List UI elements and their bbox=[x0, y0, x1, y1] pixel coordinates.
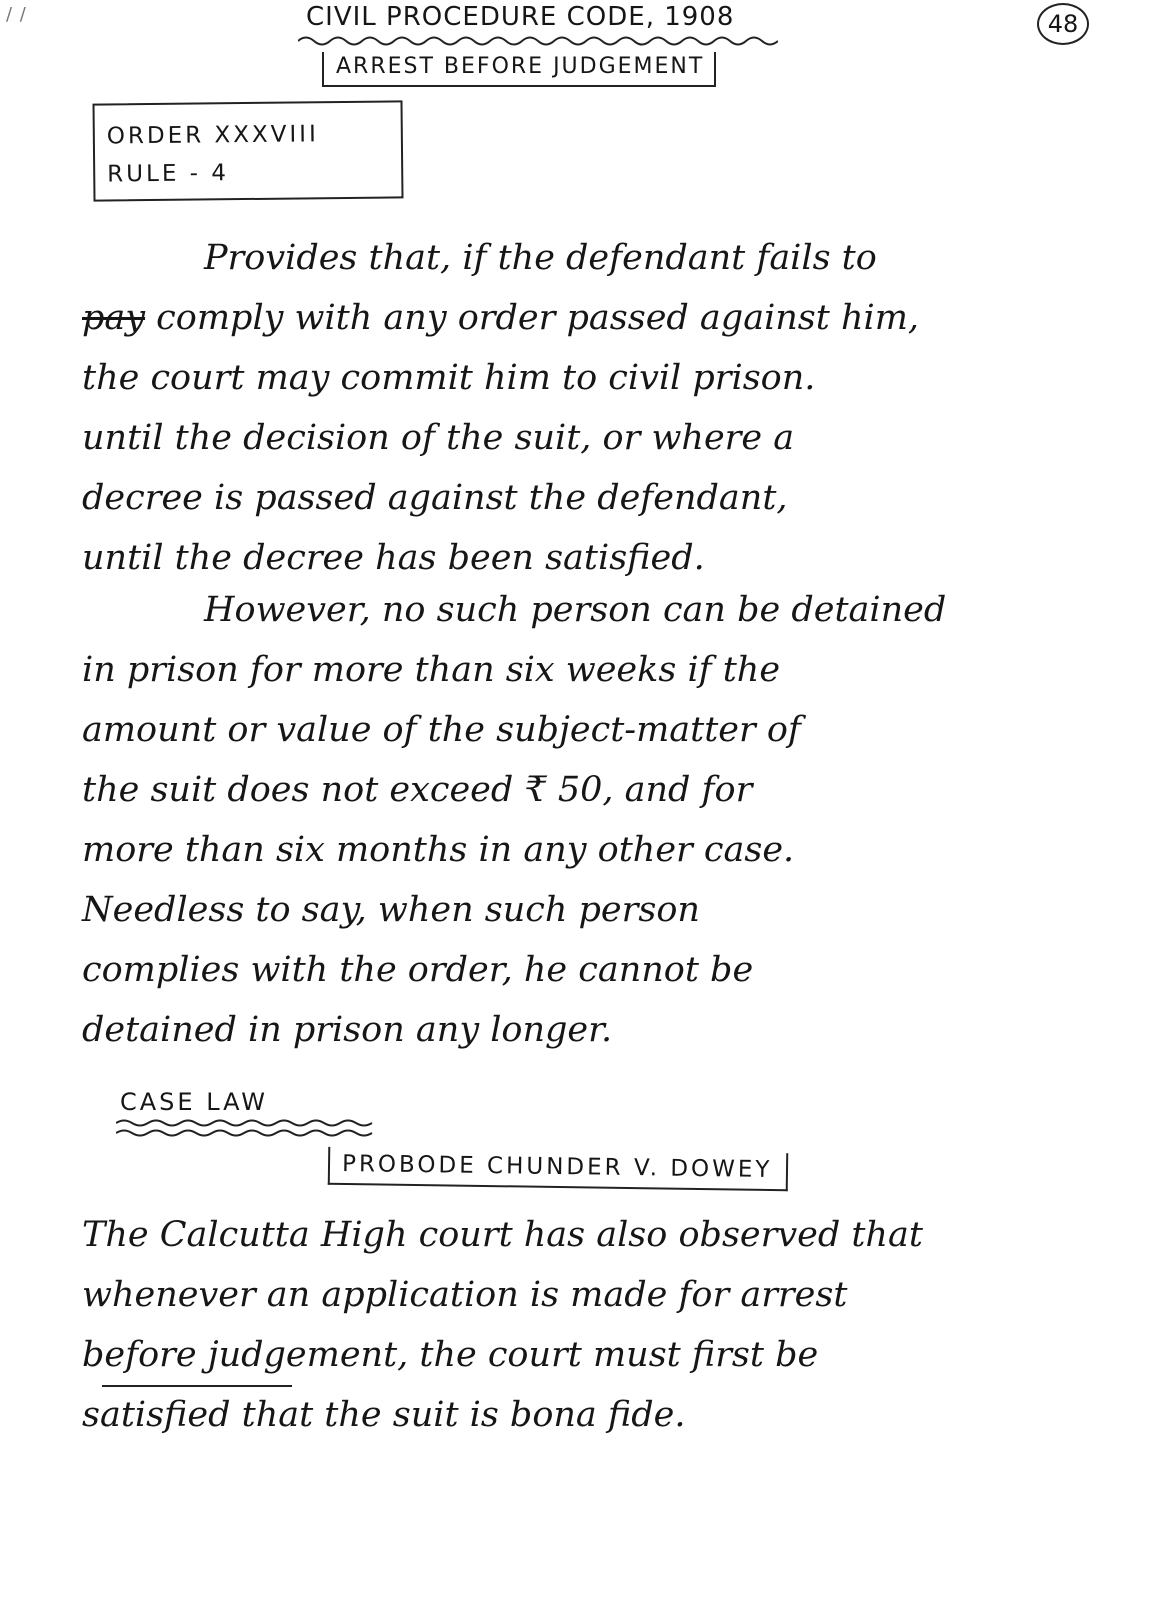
case-name: PROBODE CHUNDER V. DOWEY bbox=[341, 1150, 773, 1183]
text-line: Provides that, if the defendant fails to bbox=[204, 238, 877, 278]
struck-word: pay bbox=[82, 298, 146, 338]
text-line: detained in prison any longer. bbox=[82, 1010, 613, 1050]
pen-underline-mark bbox=[102, 1385, 292, 1387]
text-line: until the decree has been satisfied. bbox=[82, 538, 705, 578]
order-rule-box bbox=[92, 100, 403, 201]
subtitle-text: ARREST BEFORE JUDGEMENT bbox=[336, 54, 705, 79]
text-line: The Calcutta High court has also observed that bbox=[82, 1215, 923, 1255]
rule-number: RULE - 4 bbox=[107, 160, 230, 188]
text-fragment: comply with any order passed against him, bbox=[145, 298, 920, 338]
text-line: the suit does not exceed ₹ 50, and for bbox=[82, 770, 753, 810]
text-line: decree is passed against the defendant, bbox=[82, 478, 788, 518]
text-line: satisfied that the suit is bona fide. bbox=[82, 1395, 686, 1435]
text-line: whenever an application is made for arrest bbox=[82, 1275, 848, 1315]
text-line: the court may commit him to civil prison. bbox=[82, 358, 816, 398]
title-wavy-underline bbox=[298, 34, 778, 48]
text-line: more than six months in any other case. bbox=[82, 830, 795, 870]
case-name-box bbox=[328, 1147, 789, 1191]
paragraph-detention-limits bbox=[82, 580, 1082, 1060]
text-line: amount or value of the subject-matter of bbox=[82, 710, 801, 750]
text-line: complies with the order, he cannot be bbox=[82, 950, 754, 990]
page-title: CIVIL PROCEDURE CODE, 1908 bbox=[306, 2, 735, 32]
paragraph-case-observation bbox=[82, 1205, 1082, 1445]
text-line: However, no such person can be detained bbox=[204, 590, 947, 630]
page-number: 48 bbox=[1037, 3, 1089, 45]
margin-mark: / / bbox=[6, 4, 27, 25]
text-line: before judgement, the court must first be bbox=[82, 1335, 819, 1375]
text-line: Needless to say, when such person bbox=[82, 890, 700, 930]
order-number: ORDER XXXVIII bbox=[106, 121, 319, 150]
text-line: until the decision of the suit, or where a bbox=[82, 418, 795, 458]
text-line bbox=[82, 288, 1082, 348]
text-line: in prison for more than six weeks if the bbox=[82, 650, 781, 690]
subtitle-box bbox=[322, 52, 716, 87]
case-law-wavy-underline bbox=[116, 1118, 380, 1140]
case-law-heading: CASE LAW bbox=[120, 1088, 268, 1116]
paragraph-rule-provision bbox=[82, 228, 1082, 588]
